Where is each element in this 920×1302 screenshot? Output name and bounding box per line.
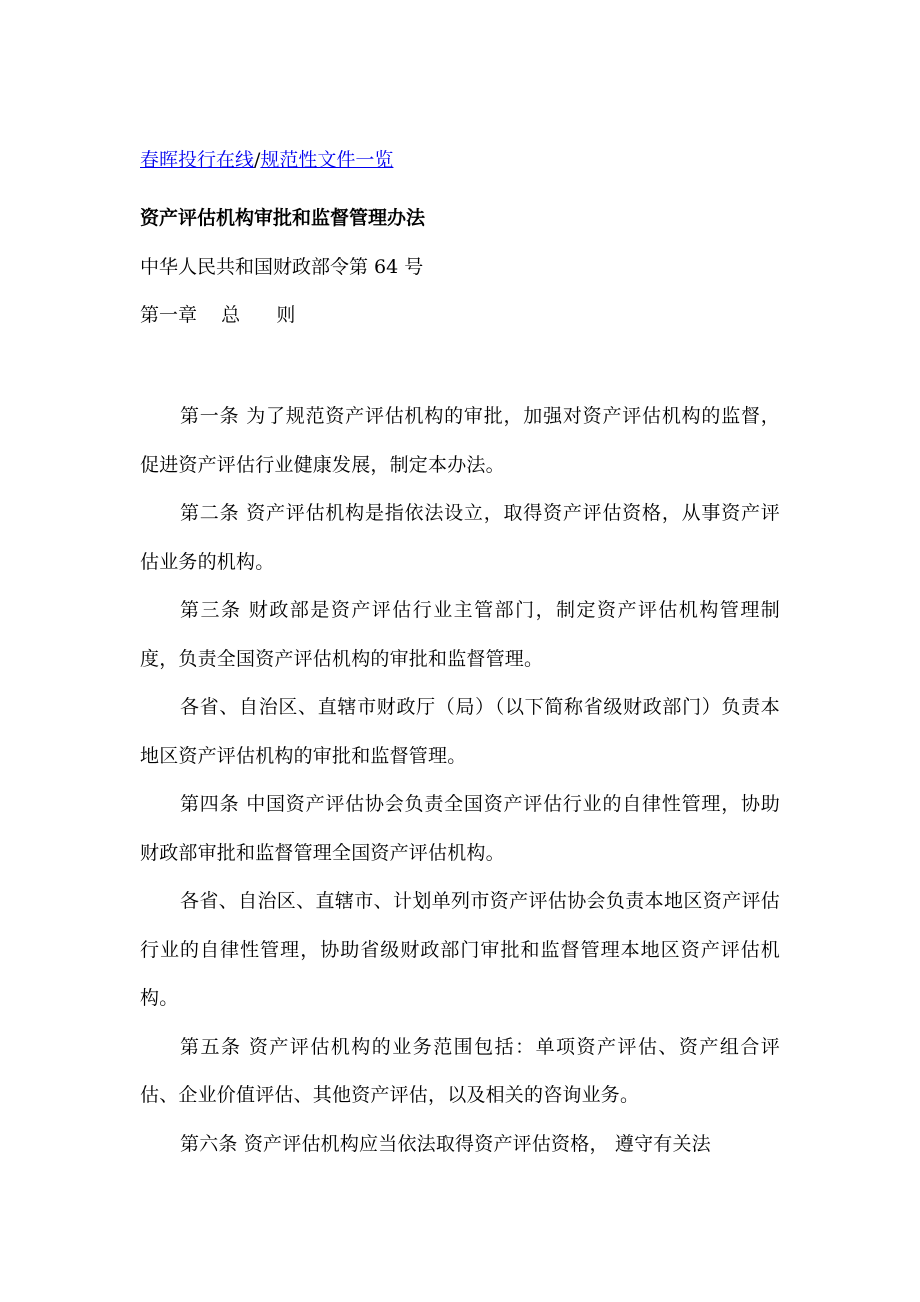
article-3-continuation-paragraph: 各省、自治区、直辖市财政厅（局）（以下简称省级财政部门）负责本地区资产评估机构的审批和监督管理。 [140, 696, 780, 767]
site-link[interactable]: 春晖投行在线 [140, 149, 255, 171]
breadcrumb-separator: / [254, 149, 261, 171]
document-body [140, 392, 780, 1168]
regulations-list-link[interactable]: 规范性文件一览 [260, 149, 394, 171]
article-1-paragraph: 第一条 为了规范资产评估机构的审批，加强对资产评估机构的监督，促进资产评估行业健康发展，制定本办法。 [140, 405, 780, 476]
article-3-paragraph: 第三条 财政部是资产评估行业主管部门，制定资产评估机构管理制度，负责全国资产评估机构的审批和监督管理。 [140, 599, 780, 670]
document-title: 资产评估机构审批和监督管理办法 [140, 207, 426, 229]
article-4-paragraph: 第四条 中国资产评估协会负责全国资产评估行业的自律性管理，协助财政部审批和监督管理全国资产评估机构。 [140, 793, 780, 864]
chapter-heading: 第一章 总 则 [140, 304, 296, 326]
article-5-paragraph: 第五条 资产评估机构的业务范围包括：单项资产评估、资产组合评估、企业价值评估、其他资产评估，以及相关的咨询业务。 [140, 1035, 780, 1106]
decree-number: 中华人民共和国财政部令第 64 号 [140, 256, 424, 278]
breadcrumb [140, 146, 393, 174]
article-4-continuation-paragraph: 各省、自治区、直辖市、计划单列市资产评估协会负责本地区资产评估行业的自律性管理，协助省级财政部门审批和监督管理本地区资产评估机构。 [140, 890, 780, 1009]
article-2-paragraph: 第二条 资产评估机构是指依法设立，取得资产评估资格，从事资产评估业务的机构。 [140, 502, 780, 573]
article-6-paragraph: 第六条 资产评估机构应当依法取得资产评估资格， 遵守有关法 [180, 1132, 711, 1155]
